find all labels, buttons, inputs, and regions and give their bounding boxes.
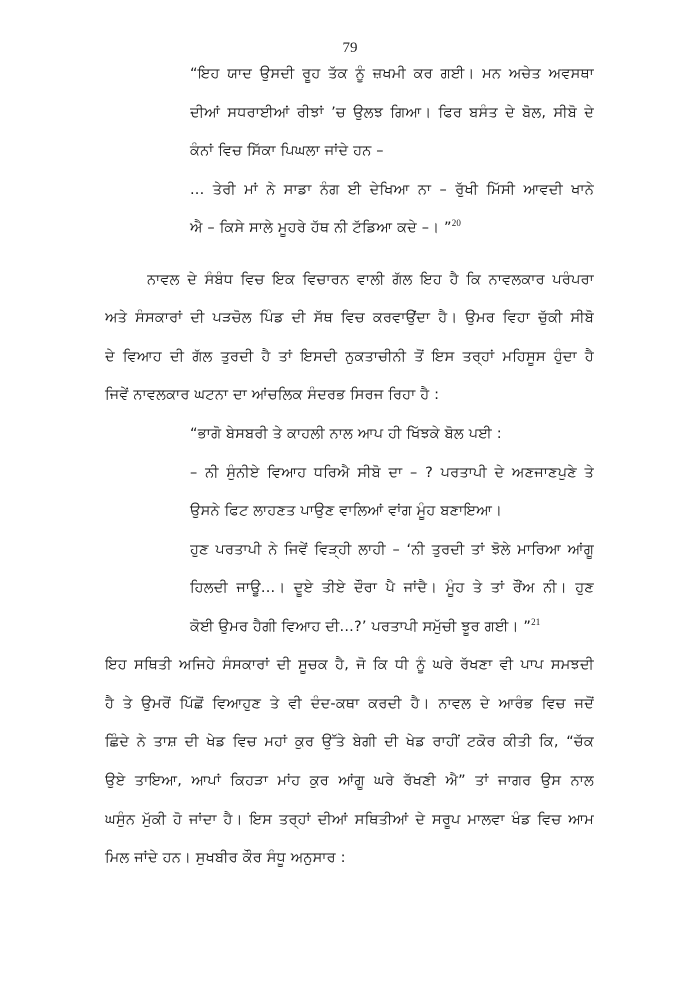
quote-line: – ਨੀ ਸੁੰਨੀਏ ਵਿਆਹ ਧਰਿਐ ਸੀਬੋ ਦਾ – ? ਪਰਤਾਪੀ ਦੇ ਅਣਜਾਣਪੁਣੇ ਤੇ [190, 465, 594, 481]
paragraph-line: ਨਾਵਲ ਦੇ ਸੰਬੰਧ ਵਿਚ ਇਕ ਵਿਚਾਰਨ ਵਾਲੀ ਗੱਲ ਇਹ ਹੈ ਕਿ ਨਾਵਲਕਾਰ ਪਰੰਪਰਾ [147, 272, 594, 288]
page-number: 79 [342, 40, 358, 56]
quote-text: ਐ – ਕਿਸੇ ਸਾਲੇ ਮੂਹਰੇ ਹੱਥ ਨੀ ਟੱਡਿਆ ਕਦੇ –। ” [190, 220, 452, 236]
quote-text: ਕੋਈ ਉਮਰ ਹੈਗੀ ਵਿਆਹ ਦੀ...?’ ਪਰਤਾਪੀ ਸਮੁੱਚੀ ਝੂਰ ਗਈ। ” [190, 619, 532, 635]
quote-line-last [190, 218, 594, 238]
paragraph-line: ਇਹ ਸਥਿਤੀ ਅਜਿਹੇ ਸੰਸਕਾਰਾਂ ਦੀ ਸੂਚਕ ਹੈ, ਜੋ ਕਿ ਧੀ ਨੂੰ ਘਰੇ ਰੱਖਣਾ ਵੀ ਪਾਪ ਸਮਝਦੀ [105, 657, 594, 673]
quote-line: “ਭਾਗੋ ਬੇਸਬਰੀ ਤੇ ਕਾਹਲੀ ਨਾਲ ਆਪ ਹੀ ਖਿੱਝਕੇ ਬੋਲ ਪਈ : [190, 426, 502, 442]
paragraph-line: ਛਿੰਦੇ ਨੇ ਤਾਸ਼ ਦੀ ਖੇਡ ਵਿਚ ਮਹਾਂ ਕੁਰ ਉੱਤੇ ਬੇਗੀ ਦੀ ਖੇਡ ਰਾਹੀਂ ਟਕੋਰ ਕੀਤੀ ਕਿ, “ਚੱਕ [105, 734, 594, 750]
quote-line: ਹੁਣ ਪਰਤਾਪੀ ਨੇ ਜਿਵੇਂ ਵਿੜ੍ਹੀ ਲਾਹੀ – ‘ਨੀ ਤੁਰਦੀ ਤਾਂ ਝੋਲੇ ਮਾਰਿਆ ਆਂਗੂ [190, 542, 594, 558]
paragraph-line: ਦੇ ਵਿਆਹ ਦੀ ਗੱਲ ਤੁਰਦੀ ਹੈ ਤਾਂ ਇਸਦੀ ਨੁਕਤਾਚੀਨੀ ਤੋਂ ਇਸ ਤਰ੍ਹਾਂ ਮਹਿਸੂਸ ਹੁੰਦਾ ਹੈ [105, 349, 594, 365]
quote-line: ਦੀਆਂ ਸਧਰਾਈਆਂ ਰੀਝਾਂ ’ਚ ਉਲਝ ਗਿਆ। ਫਿਰ ਬਸੰਤ ਦੇ ਬੋਲ, ਸੀਬੋ ਦੇ [190, 105, 594, 121]
quote-line: “ਇਹ ਯਾਦ ਉਸਦੀ ਰੂਹ ਤੱਕ ਨੂੰ ਜ਼ਖਮੀ ਕਰ ਗਈ। ਮਨ ਅਚੇਤ ਅਵਸਥਾ [190, 66, 594, 82]
quote-line: ... ਤੇਰੀ ਮਾਂ ਨੇ ਸਾਡਾ ਨੰਗ ਈ ਦੇਖਿਆ ਨਾ – ਰੁੱਖੀ ਮਿੱਸੀ ਆਵਦੀ ਖਾਨੇ [190, 182, 594, 198]
paragraph-line: ਮਿਲ ਜਾਂਦੇ ਹਨ। ਸੁਖਬੀਰ ਕੌਰ ਸੰਧੂ ਅਨੁਸਾਰ : [105, 850, 346, 866]
quote-line: ਹਿਲਦੀ ਜਾਊ...। ਦੂਏ ਤੀਏ ਦੌਰਾ ਪੈ ਜਾਂਦੈ। ਮੂੰਹ ਤੇ ਤਾਂ ਰੌਂਅ ਨੀ। ਹੁਣ [190, 580, 594, 596]
quote-line: ਕੰਨਾਂ ਵਿਚ ਸਿੱਕਾ ਪਿਘਲਾ ਜਾਂਦੇ ਹਨ – [190, 143, 384, 159]
paragraph-line: ਉਏ ਤਾਇਆ, ਆਪਾਂ ਕਿਹੜਾ ਮਾਂਹ ਕੁਰ ਆਂਗੂ ਘਰੇ ਰੱਖਣੀ ਐ” ਤਾਂ ਜਾਗਰ ਉਸ ਨਾਲ [105, 773, 594, 789]
footnote-ref[interactable]: 20 [451, 218, 462, 228]
quote-line-last [190, 617, 594, 637]
paragraph-line: ਘਸੁੰਨ ਮੁੱਕੀ ਹੋ ਜਾਂਦਾ ਹੈ। ਇਸ ਤਰ੍ਹਾਂ ਦੀਆਂ ਸਥਿਤੀਆਂ ਦੇ ਸਰੂਪ ਮਾਲਵਾ ਖੰਡ ਵਿਚ ਆਮ [105, 812, 594, 828]
quote-line: ਉਸਨੇ ਫਿਟ ਲਾਹਣਤ ਪਾਉਣ ਵਾਲਿਆਂ ਵਾਂਗ ਮੂੰਹ ਬਣਾਇਆ। [190, 503, 503, 519]
footnote-ref[interactable]: 21 [531, 617, 541, 627]
paragraph-line: ਹੈ ਤੇ ਉਮਰੋਂ ਪਿੱਛੋਂ ਵਿਆਹੁਣ ਤੇ ਵੀ ਦੰਦ-ਕਥਾ ਕਰਦੀ ਹੈ। ਨਾਵਲ ਦੇ ਆਰੰਭ ਵਿਚ ਜਦੋਂ [105, 696, 594, 712]
paragraph-line: ਜਿਵੇਂ ਨਾਵਲਕਾਰ ਘਟਨਾ ਦਾ ਆਂਚਲਿਕ ਸੰਦਰਭ ਸਿਰਜ ਰਿਹਾ ਹੈ : [105, 387, 440, 403]
paragraph-line: ਅਤੇ ਸੰਸਕਾਰਾਂ ਦੀ ਪੜਚੋਲ ਪਿੰਡ ਦੀ ਸੱਥ ਵਿਚ ਕਰਵਾਉਂਦਾ ਹੈ। ਉਮਰ ਵਿਹਾ ਚੁੱਕੀ ਸੀਬੋ [105, 310, 594, 326]
